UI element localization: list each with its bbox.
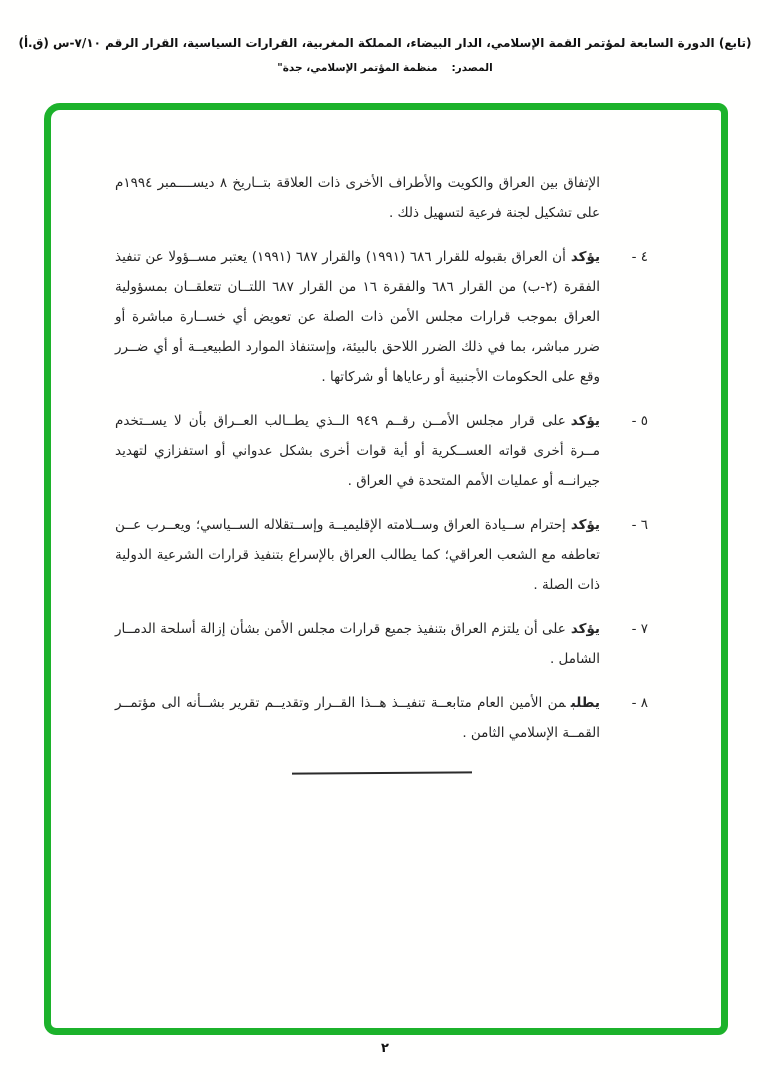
item-lead-word: يؤكد [570, 517, 600, 533]
item-lead-word: يؤكد [570, 621, 600, 637]
item-number: ٤ - [631, 249, 648, 265]
item-text: على قرار مجلس الأمــن رقــم ٩٤٩ الــذي يطــالب العــراق بأن لا يســتخدم مــرة أخرى قواته العســكرية أو أية قوات أخرى بشكل عدواني أو استفزازي لتهديد جيرانــه أو عمليات الأمم المتحدة في العراق . [115, 413, 600, 489]
item-body [115, 242, 600, 392]
resolution-item [115, 688, 648, 748]
item-lead-word: يطلب [570, 695, 600, 711]
item-body [115, 688, 600, 748]
item-text: على أن يلتزم العراق بتنفيذ جميع قرارات مجلس الأمن بشأن إزالة أسلحة الدمــار الشامل . [115, 621, 600, 667]
resolution-item [115, 242, 648, 392]
item-text: أن العراق بقبوله للقرار ٦٨٦ (١٩٩١) والقرار ٦٨٧ (١٩٩١) يعتبر مســؤولا عن تنفيذ الفقرة (٢-ب) من القرار ٦٨٦ والفقرة ١٦ من القرار ٦٨٧ اللتــان تتعلقــان بمسؤولية العراق بموجب قرارات مجلس الأمن ذات الصلة عن تعويض أي خســارة مباشرة أو ضرر مباشر، بما في ذلك الضرر اللاحق بالبيئة، وإستنفاذ الموارد الطبيعيــة أو أي ضــرر وقع على الحكومات الأجنبية أو رعاياها أو شركاتها . [115, 249, 601, 385]
document-source-line [0, 62, 770, 74]
resolution-item [115, 406, 648, 496]
resolution-item [115, 510, 648, 600]
source-label: المصدر: [451, 62, 493, 74]
item-number: ٦ - [631, 517, 648, 533]
source-value: منظمة المؤتمر الإسلامي، جدة" [277, 62, 438, 74]
item-number: ٥ - [631, 413, 648, 429]
item-lead-word: يؤكد [570, 413, 600, 429]
document-header-title: (تابع) الدورة السابعة لمؤتمر القمة الإسلامي، الدار البيضاء، المملكة المغربية، القرارات السياسية، القرار الرقم ٧/١٠-س (ق.أ) [18, 36, 752, 50]
item-text: إحترام ســيادة العراق وســلامته الإقليميــة وإســتقلاله الســياسي؛ ويعــرب عــن تعاطفه مع الشعب العراقي؛ كما يطالب العراق بالإسراع بتنفيذ قرارات الشرعية الدولية ذات الصلة . [115, 517, 600, 593]
item-lead-word: يؤكد [570, 249, 601, 265]
continuation-paragraph: الإتفاق بين العراق والكويت والأطراف الأخرى ذات العلاقة بتــاريخ ٨ ديســــمبر ١٩٩٤م على تشكيل لجنة فرعية لتسهيل ذلك . [115, 175, 600, 221]
item-body [115, 406, 600, 496]
item-text: من الأمين العام متابعــة تنفيــذ هــذا القــرار وتقديــم تقرير بشــأنه الى مؤتمــر القمــة الإسلامي الثامن . [115, 695, 600, 741]
item-number: ٧ - [631, 621, 648, 637]
resolution-item [115, 614, 648, 674]
resolution-text-block [115, 168, 648, 774]
item-number: ٨ - [631, 695, 648, 711]
item-body [115, 614, 600, 674]
page-number: ٢ [381, 1041, 389, 1056]
resolution-items [115, 242, 648, 748]
item-body [115, 510, 600, 600]
